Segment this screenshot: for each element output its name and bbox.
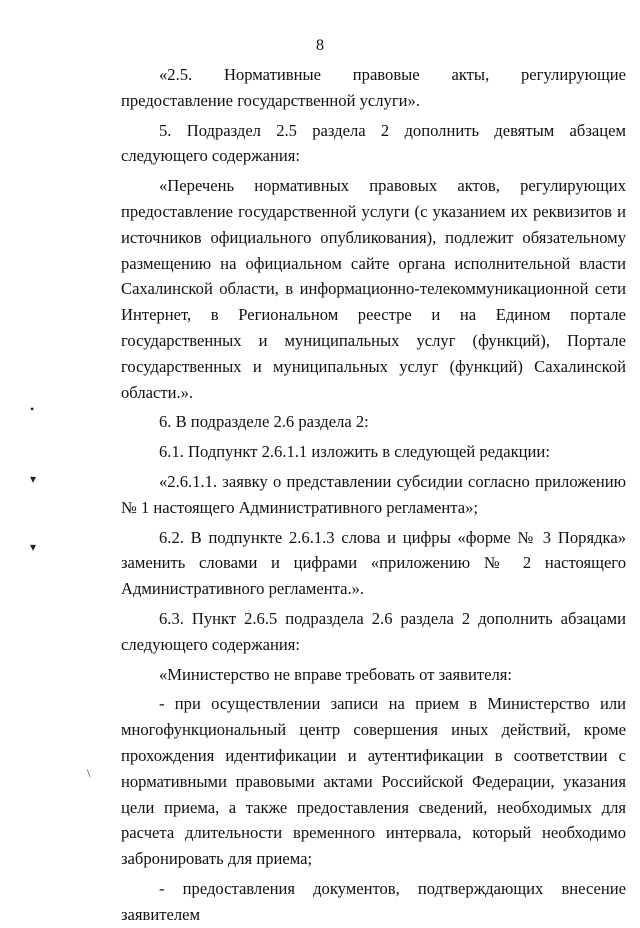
paragraph: 6. В подразделе 2.6 раздела 2: — [159, 412, 369, 432]
scan-speck: ▾ — [30, 540, 37, 554]
scan-speck: • — [30, 402, 35, 416]
paragraph: - предоставления документов, подтверждающих внесение заявителем — [121, 878, 626, 924]
page-number: 8 — [316, 37, 324, 54]
scan-speck: ▾ — [30, 472, 37, 486]
paragraph: 6.3. Пункт 2.6.5 подраздела 2.6 раздела 2 дополнить абзацами следующего содержания: — [121, 608, 626, 654]
paragraph: - при осуществлении записи на прием в Министерство или многофункциональный центр совершения иных действий, кроме прохождения идентификации и аутентификации в соответствии с нормативными правовыми актами Российской Федерации, указания цели приема, а также предоставления сведений, необходимых для расчета длительности временного интервала, который необходимо забронировать для приема; — [121, 694, 626, 869]
scan-speck: \ — [87, 766, 91, 780]
paragraph: «Перечень нормативных правовых актов, регулирующих предоставление государственной услуги (с указанием их реквизитов и источников официального опубликования), подлежит обязательному размещению на официальном сайте органа исполнительной власти Сахалинской области, в информационно-телекоммуникационной сети Интернет, в Региональном реестре и на Едином портале государственных и муниципальных услуг (функций), Портале государственных и муниципальных услуг (функций) Сахалинской области.». — [121, 176, 626, 402]
document-body — [121, 62, 626, 928]
paragraph: «Министерство не вправе требовать от заявителя: — [159, 664, 513, 684]
paragraph: «2.5. Нормативные правовые акты, регулирующие предоставление государственной услуги». — [121, 65, 626, 110]
paragraph: 6.2. В подпункте 2.6.1.3 слова и цифры «форме № 3 Порядка» заменить словами и цифрами «приложению № 2 настоящего Административного регламента.». — [121, 527, 626, 599]
paragraph: «2.6.1.1. заявку о представлении субсидии согласно приложению № 1 настоящего Административного регламента»; — [121, 471, 626, 517]
paragraph: 5. Подраздел 2.5 раздела 2 дополнить девятым абзацем следующего содержания: — [121, 120, 626, 166]
paragraph: 6.1. Подпункт 2.6.1.1 изложить в следующей редакции: — [159, 442, 550, 462]
